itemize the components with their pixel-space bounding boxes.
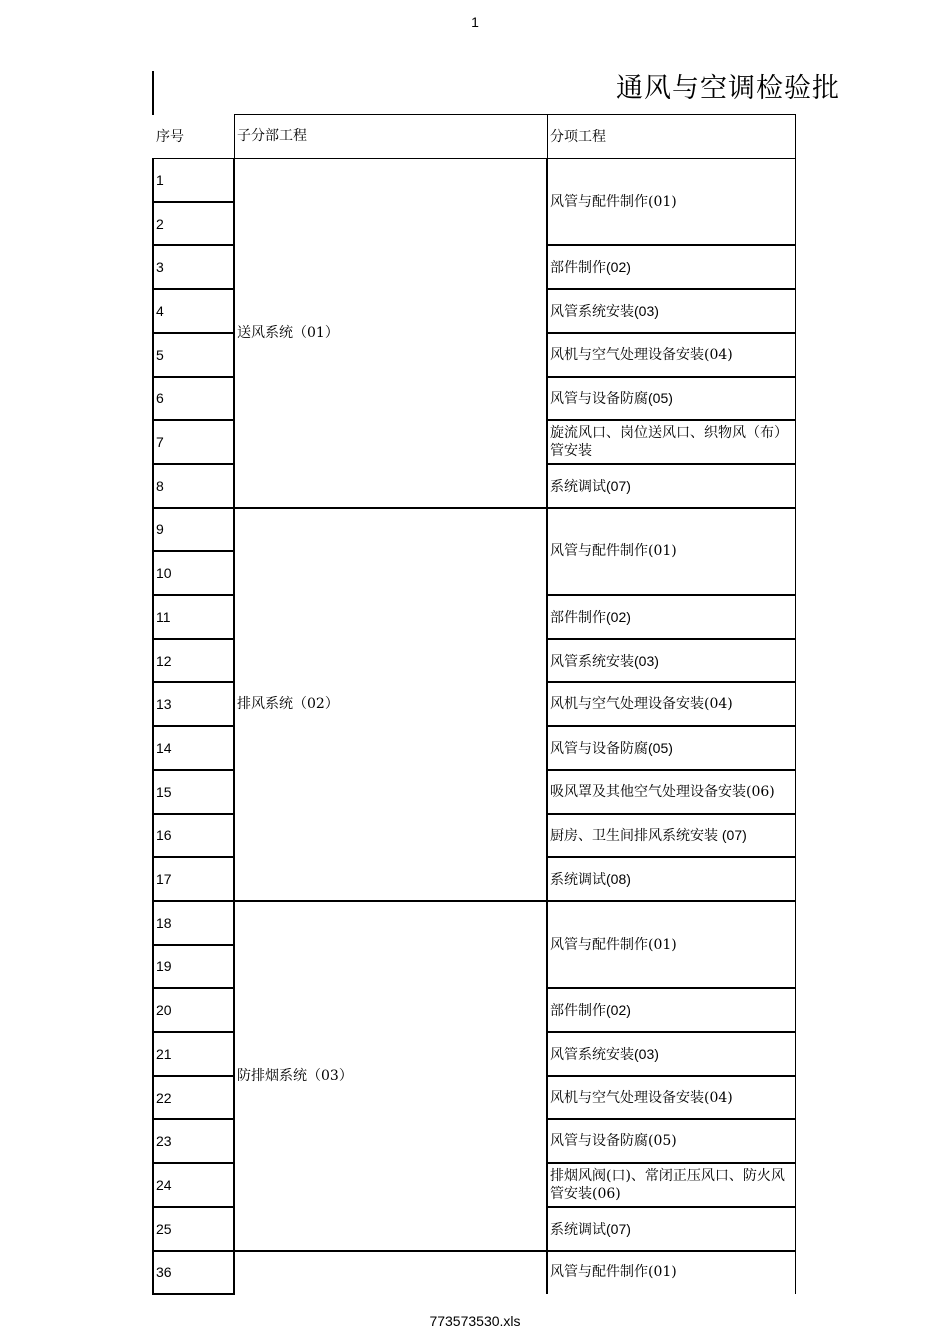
item-cell (547, 857, 795, 901)
item-cell-text: 厨房、卫生间排风系统安装 (07) (550, 827, 747, 844)
item-cell-text: 风管与设备防腐(05) (550, 390, 673, 407)
row-seq-number-text: 8 (156, 477, 164, 494)
row-seq-number (153, 289, 234, 333)
sub-division-cell-text: 送风系统（01） (237, 324, 339, 341)
seq-left-border (152, 158, 154, 1294)
row-seq-number-text: 17 (156, 871, 172, 888)
item-cell (547, 988, 795, 1032)
item-cell (547, 726, 795, 770)
item-cell-text: 风机与空气处理设备安装(04) (550, 346, 733, 363)
item-cell-text: 旋流风口、岗位送风口、织物风（布）管安装 (550, 425, 788, 460)
row-seq-number-text: 1 (156, 171, 164, 188)
item-cell-text: 部件制作(02) (550, 1002, 631, 1019)
item-cell (547, 464, 795, 508)
row-seq-number-text: 12 (156, 652, 172, 669)
row-seq-number (153, 1163, 234, 1207)
header-seq (153, 114, 234, 158)
row-seq-number-text: 21 (156, 1045, 172, 1062)
row-seq-number (153, 639, 234, 683)
row-seq-number-text: 15 (156, 783, 172, 800)
item-cell-text: 吸风罩及其他空气处理设备安装(06) (550, 783, 775, 800)
sub-division-cell (234, 901, 547, 1251)
row-seq-number (153, 464, 234, 508)
row-seq-number (153, 420, 234, 464)
item-cell (547, 814, 795, 858)
row-seq-number-text: 9 (156, 521, 164, 538)
item-left-border (546, 158, 548, 1294)
row-seq-number (153, 1119, 234, 1163)
row-seq-number-text: 11 (156, 608, 171, 625)
item-cell (547, 420, 795, 464)
row-seq-number-text: 7 (156, 434, 164, 451)
item-cell (547, 377, 795, 421)
item-cell-text: 风机与空气处理设备安装(04) (550, 1089, 733, 1106)
row-seq-number-text: 6 (156, 390, 164, 407)
item-cell-text: 系统调试(07) (550, 1220, 631, 1237)
row-seq-number (153, 726, 234, 770)
item-cell-text: 系统调试(07) (550, 477, 631, 494)
row-seq-number-text: 23 (156, 1133, 172, 1150)
item-cell-text: 风管系统安装(03) (550, 1045, 659, 1062)
item-cell-text: 风管与设备防腐(05) (550, 739, 673, 756)
item-cell (547, 1119, 795, 1163)
header-sub-division-text: 子分部工程 (237, 128, 307, 144)
item-cell (547, 158, 795, 245)
row-seq-number (153, 1076, 234, 1120)
item-cell-text: 部件制作(02) (550, 608, 631, 625)
item-cell (547, 1251, 795, 1295)
row-seq-number-text: 16 (156, 827, 172, 844)
row-seq-number-text: 25 (156, 1220, 172, 1237)
row-seq-number-text: 10 (156, 565, 172, 582)
row-seq-number-text: 4 (156, 302, 164, 319)
header-seq-text: 序号 (156, 128, 184, 144)
row-seq-number (153, 1251, 234, 1295)
item-cell (547, 1076, 795, 1120)
item-cell-text: 风管与配件制作(01) (550, 1264, 677, 1281)
page-title: 通风与空调检验批 (616, 73, 840, 104)
row-seq-number-text: 22 (156, 1089, 172, 1106)
item-cell-text: 风管与配件制作(01) (550, 936, 677, 953)
footer-filename: 773573530.xls (429, 1313, 521, 1329)
header-item (547, 114, 795, 158)
row-seq-number (153, 901, 234, 945)
row-seq-number (153, 988, 234, 1032)
row-seq-number (153, 333, 234, 377)
row-seq-number-text: 5 (156, 346, 164, 363)
row-seq-number (153, 377, 234, 421)
item-cell-text: 部件制作(02) (550, 259, 631, 276)
page-number: 1 (471, 14, 479, 30)
row-seq-number (153, 202, 234, 246)
row-seq-number-text: 24 (156, 1176, 172, 1193)
item-cell (547, 901, 795, 988)
left-rule (152, 71, 154, 115)
item-cell (547, 245, 795, 289)
sub-division-cell-text: 防排烟系统（03） (237, 1067, 353, 1084)
item-cell (547, 639, 795, 683)
item-cell (547, 1207, 795, 1251)
sub-division-cell-text: 排风系统（02） (237, 696, 339, 713)
header-divider-1 (234, 114, 235, 158)
item-cell (547, 1032, 795, 1076)
row-seq-number (153, 1032, 234, 1076)
row-seq-number (153, 857, 234, 901)
item-cell (547, 1163, 795, 1207)
row-seq-number-text: 2 (156, 215, 164, 232)
row-seq-number-text: 19 (156, 958, 172, 975)
item-cell-text: 风机与空气处理设备安装(04) (550, 696, 733, 713)
item-cell (547, 682, 795, 726)
row-seq-number (153, 945, 234, 989)
row-seq-number-text: 13 (156, 696, 172, 713)
item-cell-text: 风管与配件制作(01) (550, 543, 677, 560)
item-cell (547, 289, 795, 333)
item-cell (547, 333, 795, 377)
sub-division-cell (234, 1251, 547, 1295)
seq-right-border (233, 158, 235, 1294)
table-bottom-border (152, 1293, 235, 1295)
row-seq-number (153, 1207, 234, 1251)
row-seq-number-text: 3 (156, 259, 164, 276)
row-seq-number (153, 595, 234, 639)
row-seq-number (153, 770, 234, 814)
row-seq-number-text: 14 (156, 739, 172, 756)
item-cell (547, 770, 795, 814)
sub-division-cell (234, 508, 547, 901)
row-seq-number (153, 551, 234, 595)
header-item-text: 分项工程 (550, 128, 606, 144)
item-cell (547, 508, 795, 595)
header-sub-division (234, 114, 547, 158)
row-seq-number (153, 814, 234, 858)
header-divider-2 (547, 114, 548, 158)
row-seq-number-text: 36 (156, 1264, 172, 1281)
item-cell (547, 595, 795, 639)
row-seq-number (153, 245, 234, 289)
item-cell-text: 风管与配件制作(01) (550, 193, 677, 210)
item-cell-text: 风管与设备防腐(05) (550, 1133, 677, 1150)
item-cell-text: 风管系统安装(03) (550, 302, 659, 319)
row-seq-number (153, 508, 234, 552)
table-right-border (795, 114, 796, 1294)
sub-division-cell (234, 158, 547, 508)
item-cell-text: 风管系统安装(03) (550, 652, 659, 669)
item-cell-text: 系统调试(08) (550, 871, 631, 888)
row-seq-number-text: 20 (156, 1002, 172, 1019)
row-seq-number-text: 18 (156, 914, 172, 931)
row-seq-number (153, 158, 234, 202)
row-seq-number (153, 682, 234, 726)
item-cell-text: 排烟风阀(口)、常闭正压风口、防火风管安装(06) (550, 1167, 785, 1202)
